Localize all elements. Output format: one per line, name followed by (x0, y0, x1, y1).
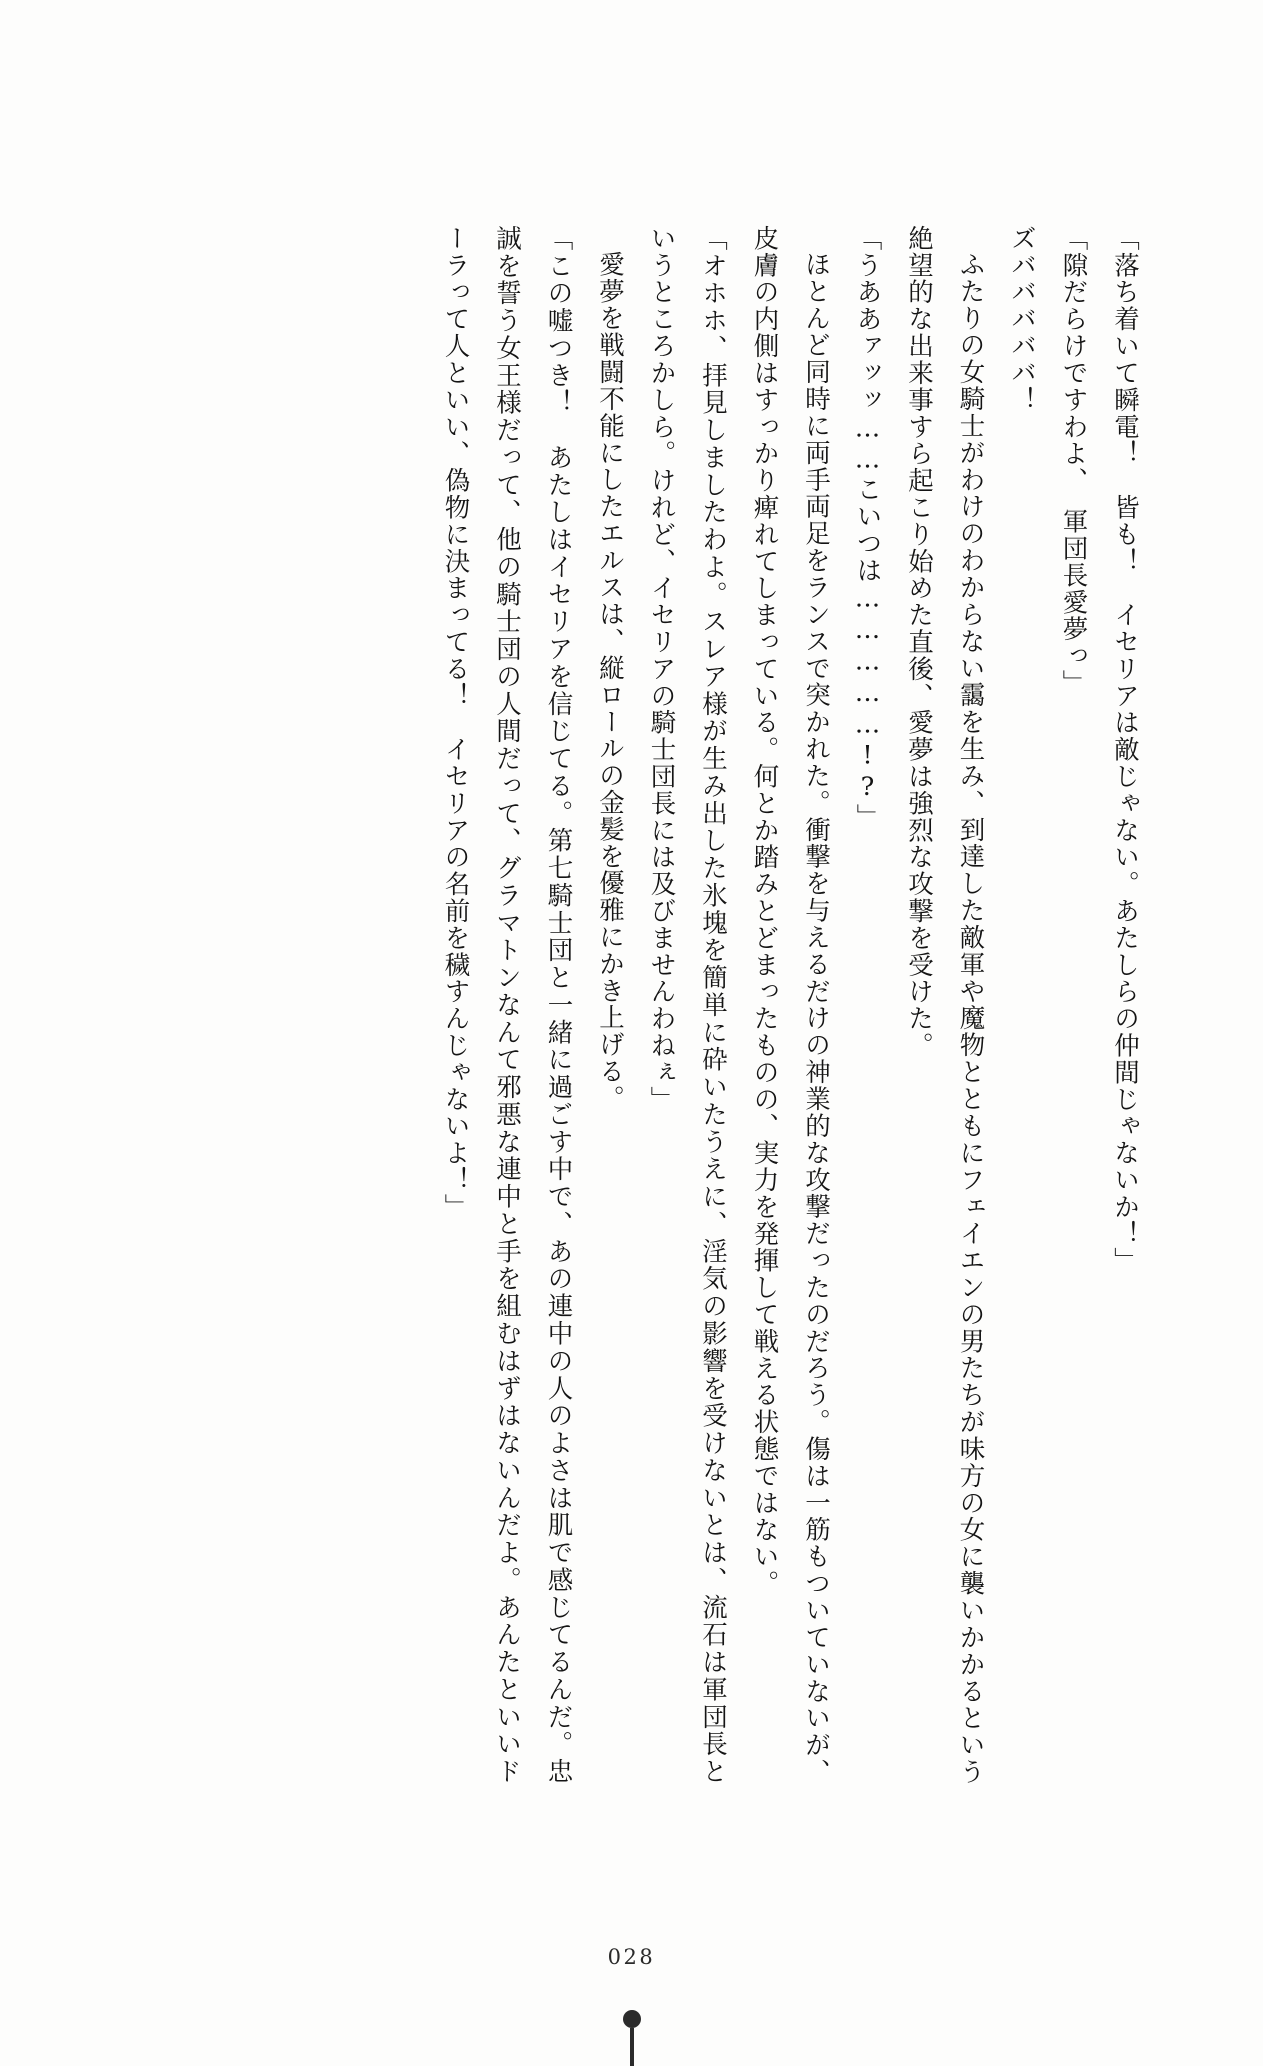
page-number: 028 (607, 1945, 656, 1969)
bookmark-dot (623, 2010, 641, 2028)
bookmark-stem (630, 2028, 634, 2066)
paragraph: ズバババババ！ (1007, 225, 1037, 414)
paragraph: 「うああァッッ……こいつは……………!?」 (852, 225, 883, 831)
body-text (120, 225, 1150, 1785)
paragraph: 愛夢を戦闘不能にしたエルスは、縦ロールの金髪を優雅にかき上げる。 (595, 250, 625, 1112)
paragraph: ほとんど同時に両手両足をランスで突かれた。衝撃を与えるだけの神業的な攻撃だったのだろう。傷は一筋もついていないが、皮膚の内側はすっかり痺れてしまっている。何とか踏みとどまったものの、実力を発揮して戦える状態ではない。 (749, 225, 831, 1785)
bookmark-tab-icon (621, 2010, 643, 2066)
paragraph: ふたりの女騎士がわけのわからない靄を生み、到達した敵軍や魔物とともにフェイエンの男たちが味方の女に襲いかかるという絶望的な出来事すら起こり始めた直後、愛夢は強烈な攻撃を受けた。 (904, 225, 986, 1785)
paragraph: 「この嘘つき！ あたしはイセリアを信じてる。第七騎士団と一緒に過ごす中で、あの連中の人のよさは肌で感じてるんだ。忠誠を誓う女王様だって、他の騎士団の人間だって、グラマトンなんて邪悪な連中と手を組むはずはないんだよ。あんたといいドーラって人といい、偽物に決まってる！ イセリアの名前を穢すんじゃないよ！」 (440, 225, 574, 1785)
paragraph: 「オホホ、拝見しましたわよ。スレア様が生み出した氷塊を簡単に砕いたうえに、淫気の影響を受けないとは、流石は軍団長というところかしら。けれど、イセリアの騎士団長には及びませんわねぇ」 (646, 225, 728, 1785)
paragraph: 「落ち着いて瞬電！ 皆も！ イセリアは敵じゃない。あたしらの仲間じゃないか！」 (1110, 225, 1140, 1275)
paragraph: 「隙だらけですわよ、 軍団長愛夢っ」 (1058, 225, 1089, 697)
